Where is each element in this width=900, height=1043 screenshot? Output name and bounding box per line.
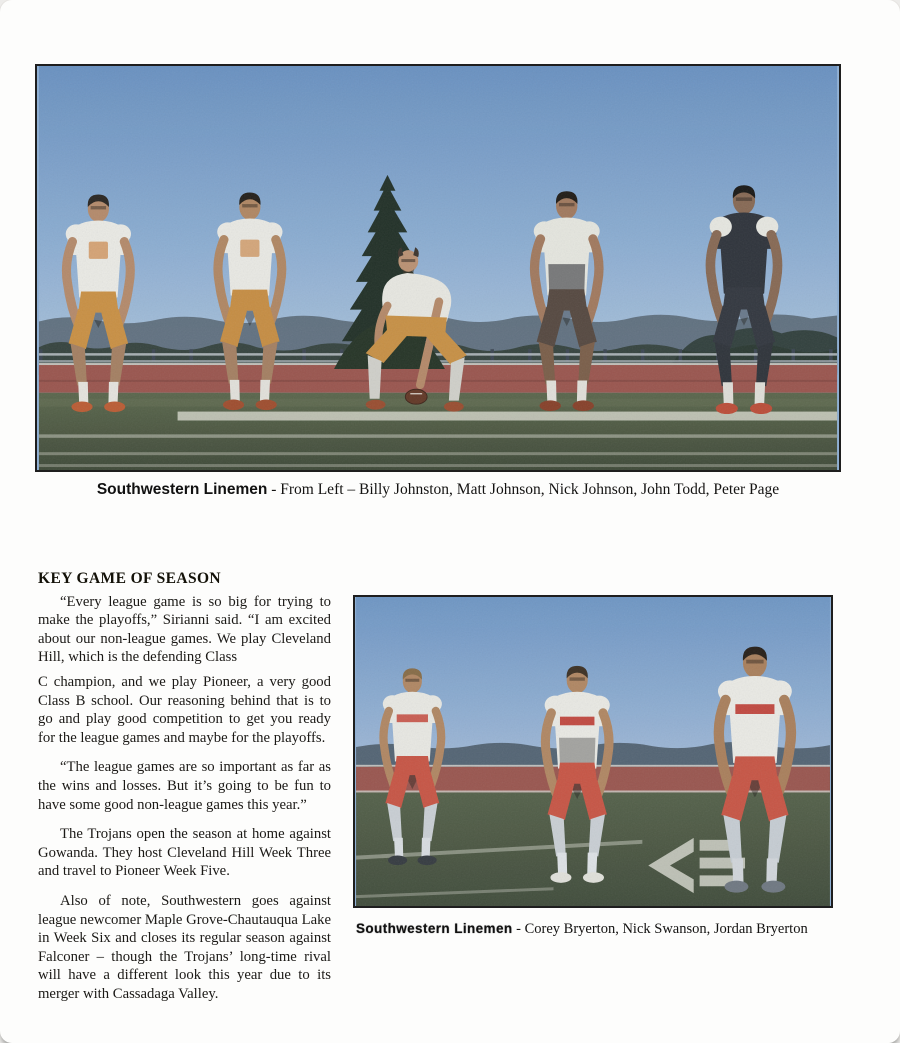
article-paragraph: “The league games are so important as far as the wins and losses. But it’s going to be fun to have some good non-league games this year.” <box>38 759 331 813</box>
team-photo-top-graphic <box>37 66 839 470</box>
article-paragraph: “Every league game is so big for trying to make the playoffs,” Sirianni said. “I am excited about our non-league games. We play Cleveland Hill, which is the defending Class <box>38 593 331 666</box>
team-photo-top <box>35 64 841 472</box>
top-caption-names: - From Left – Billy Johnston, Matt Johnson, Nick Johnson, John Todd, Peter Page <box>271 481 780 498</box>
article-column <box>38 570 331 1014</box>
top-caption-title: Southwestern Linemen <box>96 481 268 498</box>
scan-grain-light <box>39 66 837 470</box>
bottom-photo-caption <box>356 921 886 938</box>
scan-grain-light <box>356 597 830 906</box>
bottom-caption-names: - Corey Bryerton, Nick Swanson, Jordan Bryerton <box>516 921 808 937</box>
top-photo-caption <box>35 481 841 499</box>
team-photo-bottom <box>353 595 833 908</box>
bottom-caption-title: Southwestern Linemen <box>356 921 513 936</box>
article-paragraph: Also of note, Southwestern goes against league newcomer Maple Grove-Chautauqua Lake in Week Six and closes its regular season against Falconer – though the Trojans’ long-time rival will have a different look this year due to its merger with Cassadaga Valley. <box>38 892 331 1002</box>
article-heading: KEY GAME OF SEASON <box>38 570 222 587</box>
team-photo-bottom-graphic <box>355 597 831 906</box>
article-paragraph: The Trojans open the season at home against Gowanda. They host Cleveland Hill Week Three and travel to Pioneer Week Five. <box>38 826 331 880</box>
article-paragraph: C champion, and we play Pioneer, a very good Class B school. Our reasoning behind that is to go and play good competition to get you ready for the league games and maybe for the playoffs. <box>38 673 331 746</box>
